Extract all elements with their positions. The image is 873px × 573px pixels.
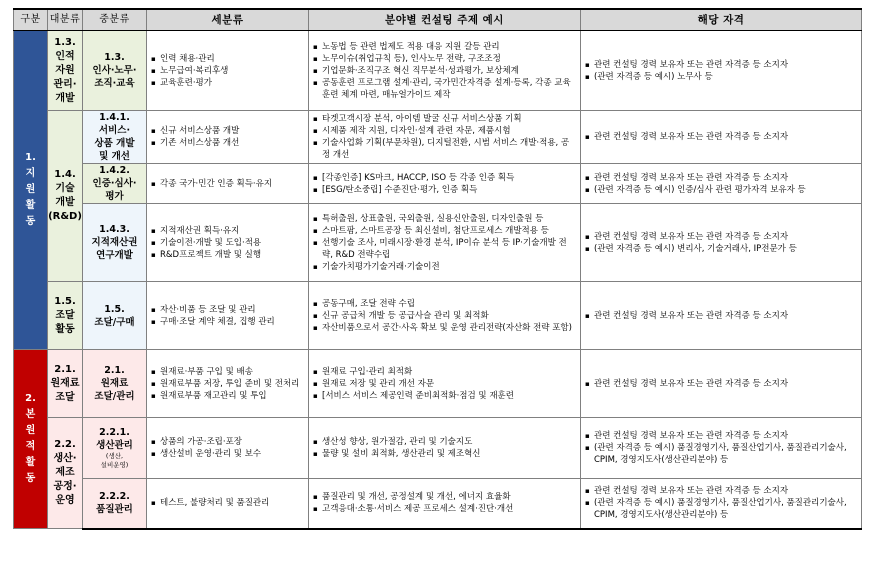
consulting-examples — [309, 111, 581, 164]
major-category-line: (R&D) — [48, 211, 82, 222]
qualification-cell — [581, 376, 861, 392]
section-label-char: 활 — [25, 457, 36, 468]
mid-category-line: 1.4.3. — [99, 224, 130, 235]
subcategory-item: ▪ 노무급여·복리후생 — [151, 65, 304, 77]
consulting-example-item: ▪ [각종인증] KS마크, HACCP, ISO 등 각종 인증 획득 — [313, 172, 576, 184]
major-category-line: 자원 — [55, 64, 75, 76]
consulting-examples — [309, 350, 581, 418]
qualification — [581, 479, 862, 529]
consulting-example-item: ▪ 공동구매, 조달 전략 수립 — [313, 298, 576, 310]
subcategory-item: ▪ 기존 서비스상품 개선 — [151, 137, 304, 149]
mid-category — [83, 350, 147, 418]
subcategory-list — [151, 497, 304, 509]
subcategory — [147, 31, 309, 111]
consulting-table-wrapper — [13, 8, 862, 530]
qualification-item: ▪ (관련 자격증 등 예시) 인증/심사 관련 평가자격 보유자 등 — [585, 184, 857, 196]
consulting-category-table — [13, 8, 862, 530]
major-category-line: 개발 — [55, 197, 75, 208]
section-label-char: 지 — [25, 168, 36, 179]
consulting-example-item: ▪ 자산비품으로서 공간·사옥 확보 및 운영 관리전략(자산화 전략 포함) — [313, 322, 576, 334]
mid-category-line: 인사·노무· — [92, 65, 137, 76]
subcategory-list — [151, 366, 304, 402]
qualification — [581, 418, 862, 479]
subcategory-item: ▪ 신규 서비스상품 개발 — [151, 125, 304, 137]
mid-category-line: 생산관리 — [96, 440, 133, 451]
consulting-example-list — [313, 298, 576, 334]
subcategory — [147, 204, 309, 282]
mid-category — [83, 111, 147, 164]
consulting-example-item: ▪ 기술사업화 기획(부문차원), 디지털전환, 시범 서비스 개발·적용, 공정 개선 — [313, 137, 576, 161]
mid-category-line: 조달/구매 — [94, 316, 135, 328]
qualification-item: ▪ 관련 컨설팅 경력 보유자 또는 관련 자격증 등 소지자 — [585, 172, 857, 184]
consulting-example-item: ▪ 원재료 저장 및 관리 개선 자문 — [313, 378, 576, 390]
consulting-example-cell — [309, 434, 580, 462]
mid-category-line: 1.5. — [104, 303, 125, 315]
qualification-list — [585, 378, 857, 390]
subcategory — [147, 350, 309, 418]
header-daebun: 대분류 — [48, 9, 83, 31]
subcategory-item: ▪ 교육훈련·평가 — [151, 77, 304, 89]
qualification-list — [585, 131, 857, 143]
major-category-line: 기술 — [55, 183, 75, 194]
table-row — [14, 31, 862, 111]
qualification — [581, 111, 862, 164]
consulting-example-item: ▪ 원재료 구입·관리 최적화 — [313, 366, 576, 378]
qualification-list — [585, 310, 857, 322]
consulting-example-cell — [309, 111, 580, 163]
mid-category — [83, 479, 147, 529]
header-row — [14, 9, 862, 31]
consulting-example-item: ▪ 기술가치평가기술거래·기술이전 — [313, 261, 576, 273]
major-category-line: 관리· — [53, 78, 77, 90]
header-sebun: 세분류 — [147, 9, 309, 31]
qualification-list — [585, 172, 857, 196]
mid-category-line: 연구개발 — [96, 250, 133, 261]
table-row — [14, 479, 862, 529]
consulting-example-list — [313, 436, 576, 460]
consulting-examples — [309, 282, 581, 350]
section-label-char: 1. — [25, 152, 36, 163]
consulting-example-cell — [309, 296, 580, 336]
table-row — [14, 350, 862, 418]
subcategory-cell — [147, 434, 308, 462]
qualification-item: ▪ 관련 컨설팅 경력 보유자 또는 관련 자격증 등 소지자 — [585, 378, 857, 390]
consulting-example-list — [313, 113, 576, 161]
table-row — [14, 282, 862, 350]
consulting-example-cell — [309, 489, 580, 517]
qualification-item: ▪ (관련 자격증 등 예시) 품질경영기사, 품질산업기사, 품질관리기술사, CPIM, 경영지도사(생산관리분야) 등 — [585, 442, 857, 466]
qualification-item: ▪ 관련 컨설팅 경력 보유자 또는 관련 자격증 등 소지자 — [585, 430, 857, 442]
major-category — [48, 31, 83, 111]
mid-category — [83, 164, 147, 204]
table-row — [14, 418, 862, 479]
subcategory-list — [151, 53, 304, 89]
subcategory-list — [151, 178, 304, 190]
major-category-line: 개발 — [55, 92, 75, 104]
major-category-line: 1.5. — [54, 295, 76, 307]
subcategory-cell — [147, 51, 308, 91]
major-category-line: 활동 — [55, 323, 75, 335]
consulting-example-list — [313, 366, 576, 402]
mid-category-line: 원재료 — [100, 378, 129, 389]
consulting-example-list — [313, 213, 576, 273]
subcategory-item: ▪ 구매·조달 계약 체결, 집행 관리 — [151, 316, 304, 328]
qualification-item: ▪ (관련 자격증 등 예시) 노무사 등 — [585, 71, 857, 83]
header-qualification: 해당 자격 — [581, 9, 862, 31]
consulting-example-cell — [309, 211, 580, 275]
mid-category-line: 서비스· — [98, 125, 131, 136]
subcategory-cell — [147, 364, 308, 404]
table-row — [14, 111, 862, 164]
major-category-line: 2.1. — [54, 363, 76, 375]
subcategory-item: ▪ 테스트, 불량처리 및 품질관리 — [151, 497, 304, 509]
mid-category-line: 지적재산권 — [91, 237, 138, 248]
mid-category-line: 및 개선 — [99, 151, 130, 162]
header-jungbun: 중분류 — [83, 9, 147, 31]
mid-category-line: 품질관리 — [96, 504, 133, 516]
consulting-example-cell — [309, 39, 580, 103]
major-category-line: 생산· — [53, 453, 77, 464]
major-category-line: 원재료 — [50, 377, 80, 389]
table-row — [14, 164, 862, 204]
mid-category-line: 조직·교육 — [94, 78, 135, 89]
consulting-example-item: ▪ 선행기술 조사, 미래시장·환경 분석, IP이슈 분석 등 IP·기술개발 전략, R&D 전략수립 — [313, 237, 576, 261]
consulting-example-item: ▪ 고객응대·소통·서비스 제공 프로세스 설계·진단·개선 — [313, 503, 576, 515]
qualification-cell — [581, 170, 861, 198]
mid-category-line: 1.4.1. — [99, 112, 130, 123]
qualification — [581, 282, 862, 350]
consulting-examples — [309, 164, 581, 204]
section-label-char: 적 — [25, 441, 36, 452]
major-category-line: 공정· — [53, 481, 77, 492]
major-category — [48, 350, 83, 418]
subcategory-cell — [147, 223, 308, 263]
major-category-line: 운영 — [55, 495, 75, 506]
consulting-examples — [309, 418, 581, 479]
qualification — [581, 31, 862, 111]
consulting-example-list — [313, 172, 576, 196]
major-category — [48, 282, 83, 350]
section-label-char: 원 — [25, 425, 36, 436]
consulting-example-list — [313, 491, 576, 515]
subcategory-item: ▪ 생산설비 운영·관리 및 보수 — [151, 448, 304, 460]
subcategory-cell — [147, 495, 308, 511]
subcategory-cell — [147, 176, 308, 192]
mid-category-line: 2.2.1. — [99, 427, 130, 438]
consulting-example-item: ▪ 품질관리 및 개선, 공정설계 및 개선, 에너지 효율화 — [313, 491, 576, 503]
major-category-line: 1.4. — [54, 169, 76, 180]
consulting-example-item: ▪ 물량 및 설비 최적화, 생산관리 및 제조혁신 — [313, 448, 576, 460]
mid-category-line: 상품 개발 — [94, 138, 135, 149]
subcategory-item: ▪ 인력 채용·관리 — [151, 53, 304, 65]
consulting-example-item: ▪ 생산성 향상, 원가절감, 관리 및 기술지도 — [313, 436, 576, 448]
consulting-example-item: ▪ [ESG/탄소중립] 수준진단·평가, 인증 획득 — [313, 184, 576, 196]
qualification-item: ▪ (관련 자격증 등 예시) 품질경영기사, 품질산업기사, 품질관리기술사, CPIM, 경영지도사(생산관리분야) 등 — [585, 497, 857, 521]
mid-category-line: 평가 — [105, 191, 124, 202]
subcategory — [147, 164, 309, 204]
mid-category-note: (생산, — [105, 452, 124, 460]
qualification-list — [585, 59, 857, 83]
subcategory-item: ▪ 지적재산권 획득·유지 — [151, 225, 304, 237]
subcategory — [147, 479, 309, 529]
subcategory-cell — [147, 123, 308, 151]
qualification-list — [585, 430, 857, 466]
major-category-line: 조달 — [55, 391, 75, 403]
consulting-example-cell — [309, 170, 580, 198]
header-examples: 분야별 컨설팅 주제 예시 — [309, 9, 581, 31]
subcategory-item: ▪ 원재료부품 재고관리 및 투입 — [151, 390, 304, 402]
section-label — [14, 350, 48, 529]
major-category-line: 제조 — [55, 467, 75, 478]
table-row — [14, 204, 862, 282]
major-category — [48, 418, 83, 529]
subcategory-item: ▪ 각종 국가·민간 인증 획득·유지 — [151, 178, 304, 190]
qualification — [581, 204, 862, 282]
section-label-char: 2. — [25, 393, 36, 404]
qualification-item: ▪ 관련 컨설팅 경력 보유자 또는 관련 자격증 등 소지자 — [585, 231, 857, 243]
qualification-item: ▪ 관련 컨설팅 경력 보유자 또는 관련 자격증 등 소지자 — [585, 131, 857, 143]
qualification-cell — [581, 428, 861, 468]
qualification — [581, 350, 862, 418]
consulting-example-item: ▪ 신규 공급처 개발 등 공급사슬 관리 및 최적화 — [313, 310, 576, 322]
header-gubun: 구분 — [14, 9, 48, 31]
consulting-example-item: ▪ 스마트팜, 스마트공장 등 최신설비, 첨단프로세스 개발적용 등 — [313, 225, 576, 237]
mid-category — [83, 418, 147, 479]
mid-category-note: 설비운영) — [100, 461, 129, 469]
subcategory — [147, 111, 309, 164]
section-label-char: 본 — [25, 409, 36, 420]
mid-category — [83, 204, 147, 282]
qualification-item: ▪ 관련 컨설팅 경력 보유자 또는 관련 자격증 등 소지자 — [585, 310, 857, 322]
consulting-example-cell — [309, 364, 580, 404]
consulting-example-item: ▪ 시제품 제작 지원, 디자인·설계 관련 자문, 제품시험 — [313, 125, 576, 137]
major-category-line: 조달 — [55, 309, 75, 321]
section-label-char: 동 — [25, 216, 36, 227]
subcategory-item: ▪ 원재료부품 저장, 투입 준비 및 전처리 — [151, 378, 304, 390]
major-category-line: 인적 — [55, 50, 75, 62]
qualification-item: ▪ 관련 컨설팅 경력 보유자 또는 관련 자격증 등 소지자 — [585, 59, 857, 71]
qualification — [581, 164, 862, 204]
subcategory-item: ▪ 기술이전·개발 및 도입·적용 — [151, 237, 304, 249]
mid-category — [83, 31, 147, 111]
consulting-examples — [309, 204, 581, 282]
mid-category-line: 2.2.2. — [99, 491, 130, 503]
section-label — [14, 31, 48, 350]
major-category-line: 1.3. — [54, 36, 76, 48]
consulting-example-item: ▪ 기업문화·조직구조 혁신 직무분석·성과평가, 보상체계 — [313, 65, 576, 77]
mid-category — [83, 282, 147, 350]
qualification-item: ▪ (관련 자격증 등 예시) 변리사, 기술거래사, IP전문가 등 — [585, 243, 857, 255]
qualification-cell — [581, 129, 861, 145]
subcategory-list — [151, 436, 304, 460]
consulting-example-item: ▪ 노무이슈(취업규칙 등), 인사노무 전략, 구조조정 — [313, 53, 576, 65]
consulting-example-item: ▪ [서비스 서비스 제공인력 준비최적화·점검 및 재훈련 — [313, 390, 576, 402]
qualification-cell — [581, 308, 861, 324]
consulting-example-item: ▪ 노동법 등 관련 법제도 적용 대응 지원 갈등 관리 — [313, 41, 576, 53]
qualification-cell — [581, 229, 861, 257]
mid-category-line: 1.4.2. — [99, 165, 130, 176]
qualification-cell — [581, 57, 861, 85]
qualification-list — [585, 231, 857, 255]
mid-category-line: 조달/관리 — [94, 391, 135, 402]
subcategory — [147, 418, 309, 479]
consulting-examples — [309, 31, 581, 111]
qualification-list — [585, 485, 857, 521]
subcategory-list — [151, 225, 304, 261]
mid-category-line: 인증·심사· — [92, 178, 137, 189]
major-category — [48, 111, 83, 282]
consulting-example-item: ▪ 타겟고객시장 분석, 아이템 발굴 신규 서비스상품 기획 — [313, 113, 576, 125]
consulting-example-item: ▪ 공동훈련 프로그램 설계·관리, 국가민간자격증 설계·등록, 각종 교육훈련 체계 마련, 매뉴얼가이드 제작 — [313, 77, 576, 101]
section-label-char: 활 — [25, 200, 36, 211]
subcategory-list — [151, 125, 304, 149]
section-label-char: 동 — [25, 473, 36, 484]
mid-category-line: 2.1. — [104, 365, 125, 376]
subcategory-item: ▪ 상품의 가공·조립·포장 — [151, 436, 304, 448]
subcategory — [147, 282, 309, 350]
subcategory-item: ▪ R&D프로젝트 개발 및 실행 — [151, 249, 304, 261]
consulting-example-item: ▪ 특허출원, 상표출원, 국외출원, 실용신안출원, 디자인출원 등 — [313, 213, 576, 225]
subcategory-item: ▪ 자산·비품 등 조달 및 관리 — [151, 304, 304, 316]
section-label-char: 원 — [25, 184, 36, 195]
qualification-item: ▪ 관련 컨설팅 경력 보유자 또는 관련 자격증 등 소지자 — [585, 485, 857, 497]
consulting-examples — [309, 479, 581, 529]
subcategory-item: ▪ 원재료·부품 구입 및 배송 — [151, 366, 304, 378]
mid-category-line: 1.3. — [104, 52, 125, 63]
major-category-line: 2.2. — [54, 439, 76, 450]
qualification-cell — [581, 483, 861, 523]
subcategory-cell — [147, 302, 308, 330]
consulting-example-list — [313, 41, 576, 101]
subcategory-list — [151, 304, 304, 328]
